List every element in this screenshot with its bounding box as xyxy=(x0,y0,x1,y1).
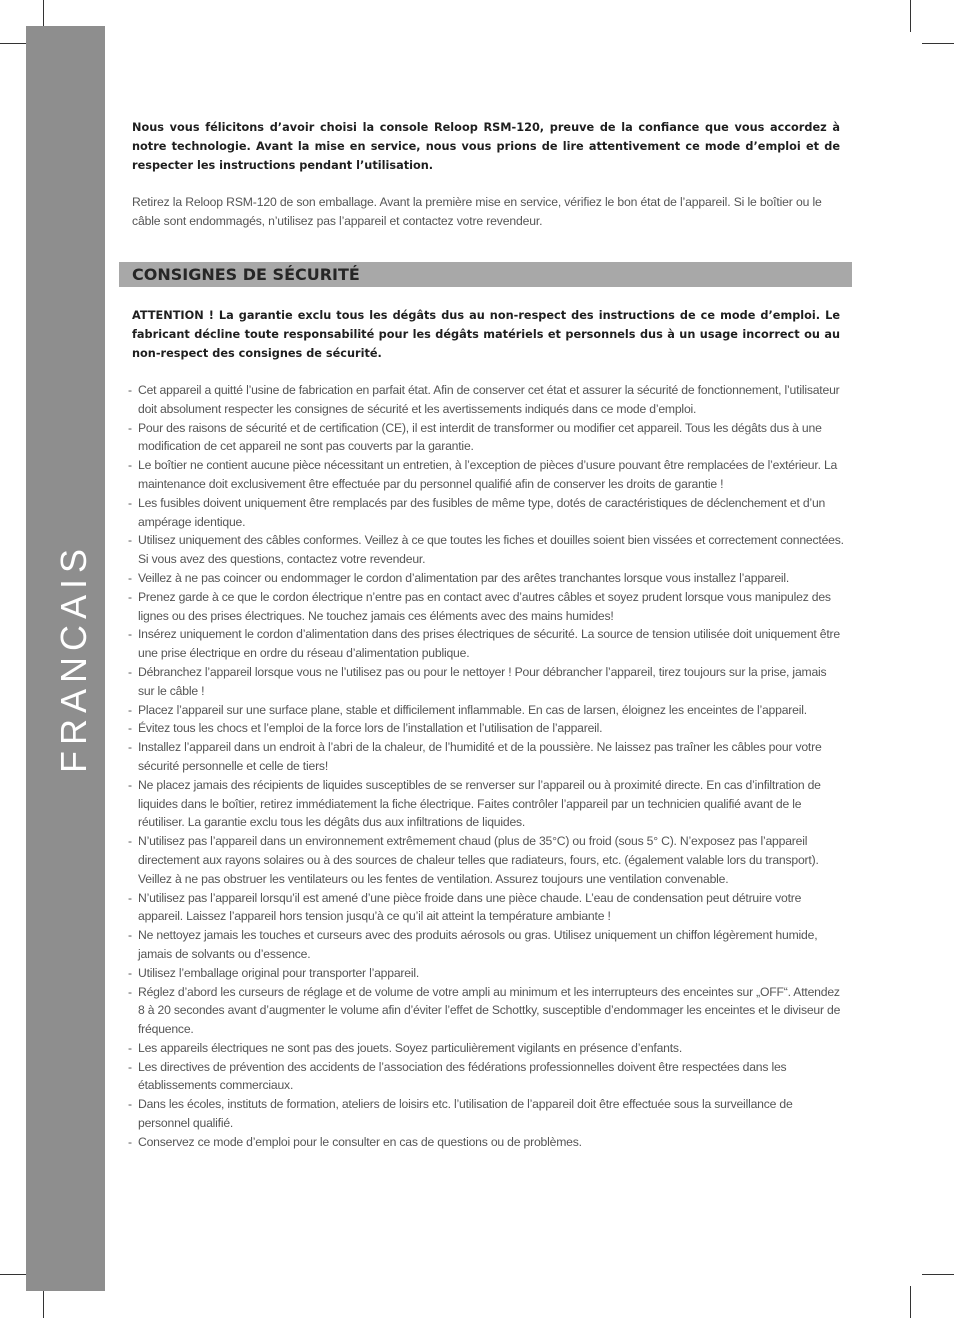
crop-mark xyxy=(910,1286,911,1318)
list-item: - Les fusibles doivent uniquement être remplacés par des fusibles de même type, dotés de caractéristiques de déclenchement et d’un ampérage identique. xyxy=(128,494,844,532)
list-item: - Conservez ce mode d’emploi pour le consulter en cas de questions ou de problèmes. xyxy=(128,1133,844,1152)
list-item: - Réglez d’abord les curseurs de réglage et de volume de votre ampli au minimum et les interrupteurs des enceintes sur „OFF“. Attendez 8 à 20 secondes avant d’augmenter le volume afin d’éviter l’effet de Schottky, susceptible d’endommager les enceintes et le diviseur de fréquence. xyxy=(128,983,844,1039)
list-item: - Installez l’appareil dans un endroit à l’abri de la chaleur, de l’humidité et de la poussière. Ne laissez pas traîner les câbles pour votre sécurité personnelle et celle de tiers! xyxy=(128,738,844,776)
language-label: FRANCAIS xyxy=(53,542,94,774)
list-item: - Le boîtier ne contient aucune pièce nécessitant un entretien, à l’exception de pièces d’usure pouvant être remplacées de l’extérieur. La maintenance doit exclusivement être effectuée par du personnel qualifié afin de conserver les droits de garantie ! xyxy=(128,456,844,494)
list-item: - Cet appareil a quitté l’usine de fabrication en parfait état. Afin de conserver cet état et assurer la sécurité de fonctionnement, l’utilisateur doit absolument respecter les consignes de sécurité et les avertissements indiqués dans ce mode d’emploi. xyxy=(128,381,844,419)
list-item: - Les appareils électriques ne sont pas des jouets. Soyez particulièrement vigilants en présence d’enfants. xyxy=(128,1039,844,1058)
list-item: - Utilisez l’emballage original pour transporter l’appareil. xyxy=(128,964,844,983)
list-item: - Les directives de prévention des accidents de l’association des fédérations professionnelles doivent être respectées dans les établissements commerciaux. xyxy=(128,1058,844,1096)
warning-paragraph: ATTENTION ! La garantie exclu tous les dégâts dus au non-respect des instructions de ce mode d’emploi. Le fabricant décline toute responsabilité pour les dégâts matériels et personnels dus à un usage incorrect ou au non-respect des consignes de sécurité. xyxy=(132,309,840,360)
list-item: - N’utilisez pas l’appareil lorsqu’il est amené d’une pièce froide dans une pièce chaude. L’eau de condensation peut détruire votre appareil. Laissez l’appareil hors tension jusqu’à ce qu’il ait atteint la température ambiante ! xyxy=(128,889,844,927)
list-item: - Insérez uniquement le cordon d’alimentation dans des prises électriques de sécurité. La source de tension utilisée doit uniquement être une prise électrique en ordre du réseau d’alimentation publique. xyxy=(128,625,844,663)
list-item: - Dans les écoles, instituts de formation, ateliers de loisirs etc. l’utilisation de l’appareil doit être effectuée sous la surveillance de personnel qualifié. xyxy=(128,1095,844,1133)
list-item: - Prenez garde à ce que le cordon électrique n’entre pas en contact avec d’autres câbles et soyez prudent lorsque vous manipulez des lignes ou des prises électriques. Ne touchez jamais ces éléments avec des mains humides! xyxy=(128,588,844,626)
intro-paragraph-bold: Nous vous félicitons d’avoir choisi la console Reloop RSM-120, preuve de la confiance que vous accordez à notre technologie. Avant la mise en service, nous vous prions de lire attentivement ce mode d’emploi et de respecter les instructions pendant l’utilisation. xyxy=(132,121,840,172)
section-title: CONSIGNES DE SÉCURITÉ xyxy=(132,265,360,284)
list-item: - Ne nettoyez jamais les touches et curseurs avec des produits aérosols ou gras. Utilisez uniquement un chiffon légèrement humide, jamais de solvants ou d’essence. xyxy=(128,926,844,964)
intro-paragraph: Retirez la Reloop RSM-120 de son emballage. Avant la première mise en service, vérifiez le bon état de l’appareil. Si le boîtier ou le câble sont endommagés, n’utilisez pas l’appareil et contactez votre revendeur. xyxy=(132,195,822,228)
list-item: - Évitez tous les chocs et l’emploi de la force lors de l’installation et l’utilisation de l’appareil. xyxy=(128,719,844,738)
safety-list xyxy=(128,381,844,1152)
section-header xyxy=(119,262,852,287)
crop-mark xyxy=(922,1274,954,1275)
list-item: - Pour des raisons de sécurité et de certification (CE), il est interdit de transformer ou modifier cet appareil. Tous les dégâts dus à une modification de cet appareil ne sont pas couverts par la garantie. xyxy=(128,419,844,457)
list-item: - Utilisez uniquement des câbles conformes. Veillez à ce que toutes les fiches et douilles soient bien vissées et correctement connectées. Si vous avez des questions, contactez votre revendeur. xyxy=(128,531,844,569)
crop-mark xyxy=(910,0,911,32)
list-item: - Placez l’appareil sur une surface plane, stable et difficilement inflammable. En cas de larsen, éloignez les enceintes de l’appareil. xyxy=(128,701,844,720)
list-item: - N’utilisez pas l’appareil dans un environnement extrêmement chaud (plus de 35°C) ou froid (sous 5° C). N’exposez pas l’appareil directement aux rayons solaires ou à des sources de chaleur telles que radiateurs, fours, etc. (également valable lors du transport). Veillez à ne pas obstruer les ventilateurs ou les fentes de ventilation. Assurez toujours une ventilation convenable. xyxy=(128,832,844,888)
list-item: - Veillez à ne pas coincer ou endommager le cordon d’alimentation par des arêtes tranchantes lorsque vous installez l’appareil. xyxy=(128,569,844,588)
list-item: - Débranchez l’appareil lorsque vous ne l’utilisez pas ou pour le nettoyer ! Pour débrancher l’appareil, tirez toujours sur la prise, jamais sur le câble ! xyxy=(128,663,844,701)
crop-mark xyxy=(922,43,954,44)
list-item: - Ne placez jamais des récipients de liquides susceptibles de se renverser sur l’appareil ou à proximité directe. En cas d’infiltration de liquides dans le boîtier, retirez immédiatement la fiche électrique. Faites contrôler l’appareil par un technicien qualifié avant de le réutiliser. La garantie exclu tous les dégâts dus aux infiltrations de liquides. xyxy=(128,776,844,832)
